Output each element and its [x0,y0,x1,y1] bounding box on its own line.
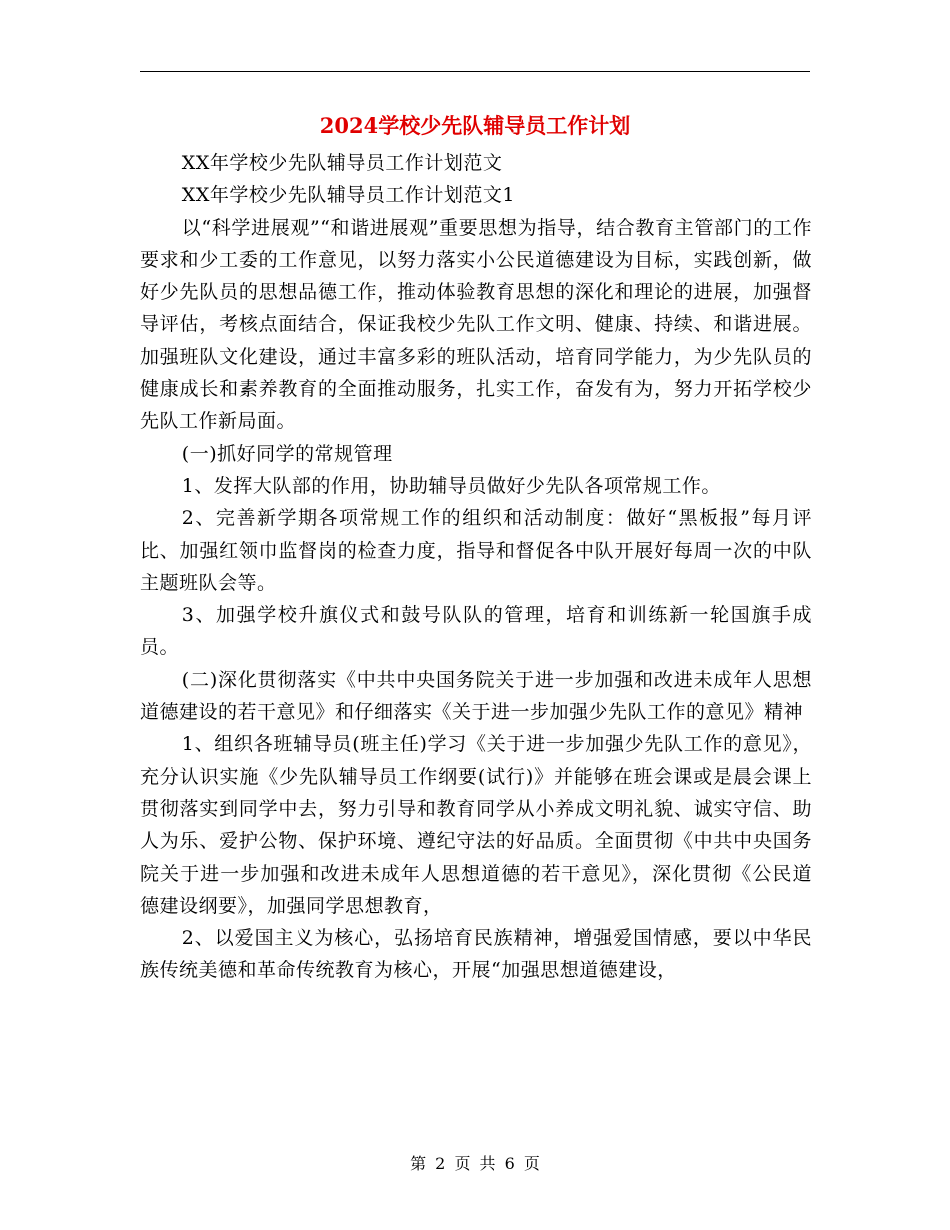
paragraph-intro: 以“科学进展观”“和谐进展观”重要思想为指导，结合教育主管部门的工作要求和少工委的工作意见，以努力落实小公民道德建设为目标，实践创新，做好少先队员的思想品德工作，推动体验教育思想的深化和理论的进展，加强督导评估，考核点面结合，保证我校少先队工作文明、健康、持续、和谐进展。加强班队文化建设，通过丰富多彩的班队活动，培育同学能力，为少先队员的健康成长和素养教育的全面推动服务，扎实工作，奋发有为，努力开拓学校少先队工作新局面。 [140,216,812,433]
list-item: 2、完善新学期各项常规工作的组织和活动制度：做好“黑板报”每月评比、加强红领巾监督岗的检查力度，指导和督促各中队开展好每周一次的中队主题班队会等。 [140,507,812,594]
document-body [140,147,812,987]
section-heading-2: (二)深化贯彻落实《中共中央国务院关于进一步加强和改进未成年人思想道德建设的若干意见》和仔细落实《关于进一步加强少先队工作的意见》精神 [140,668,812,724]
list-item: 3、加强学校升旗仪式和鼓号队队的管理，培育和训练新一轮国旗手成员。 [140,604,812,659]
header-rule [140,71,810,72]
paragraph-subtitle-1: XX年学校少先队辅导员工作计划范文1 [181,184,515,207]
list-item: 1、组织各班辅导员(班主任)学习《关于进一步加强少先队工作的意见》，充分认识实施《少先队辅导员工作纲要(试行)》并能够在班会课或是晨会课上贯彻落实到同学中去，努力引导和教育同学从小养成文明礼貌、诚实守信、助人为乐、爱护公物、保护环境、遵纪守法的好品质。全面贯彻《中共中央国务院关于进一步加强和改进未成年人思想道德的若干意见》，深化贯彻《公民道德建设纲要》，加强同学思想教育， [140,733,812,917]
page-number: 第 2 页 共 6 页 [410,1154,540,1173]
section-heading-1: (一)抓好同学的常规管理 [181,442,393,465]
list-item: 2、以爱国主义为核心，弘扬培育民族精神，增强爱国情感，要以中华民族传统美德和革命传统教育为核心，开展“加强思想道德建设， [140,927,812,982]
paragraph-subtitle: XX年学校少先队辅导员工作计划范文 [181,152,503,174]
list-item: 1、发挥大队部的作用，协助辅导员做好少先队各项常规工作。 [181,474,721,497]
document-title: 2024学校少先队辅导员工作计划 [319,113,631,138]
